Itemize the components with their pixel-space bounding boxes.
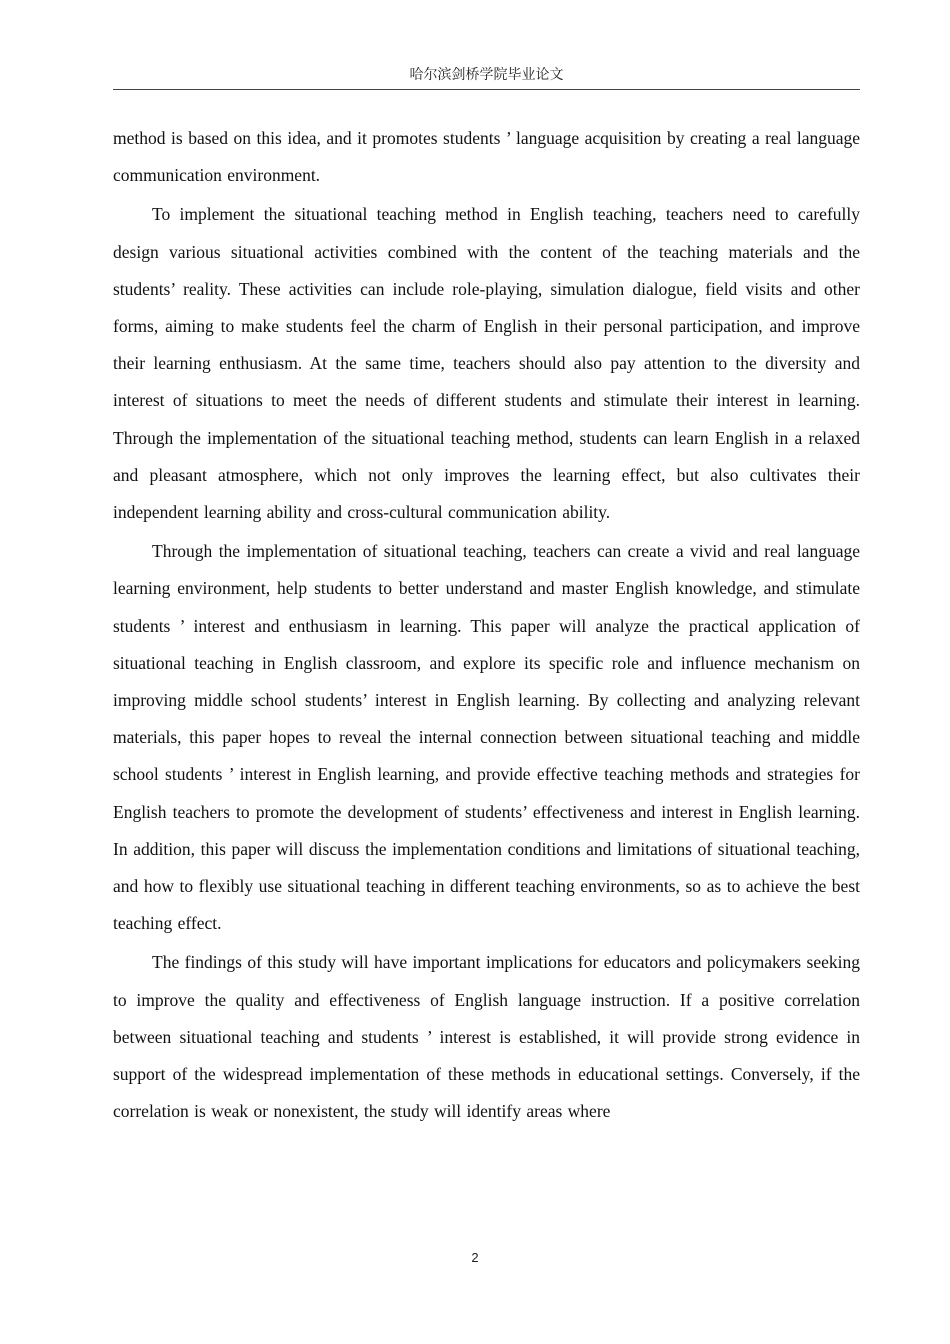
running-header: 哈尔滨剑桥学院毕业论文 [409, 68, 564, 83]
page-number: 2 [471, 1250, 479, 1265]
paragraph-implementation: To implement the situational teaching method in English teaching, teachers need to carefully design various situational activities combined with the content of the teaching materials and the students’ reality. These activities can include role-playing, simulation dialogue, field visits and other forms, aiming to make students feel the charm of English in their personal participation, and improve their learning enthusiasm. At the same time, teachers should also pay attention to the diversity and interest of situations to meet the needs of different students and stimulate their interest in learning. Through the implementation of the situational teaching method, students can learn English in a relaxed and pleasant atmosphere, which not only improves the learning effect, but also cultivates their independent learning ability and cross-cultural communication ability. [113, 204, 860, 523]
paragraph-continuation: method is based on this idea, and it promotes students ’ language acquisition by creating a real language communication environment. [113, 128, 860, 186]
paragraph-analysis: Through the implementation of situational teaching, teachers can create a vivid and real language learning environment, help students to better understand and master English knowledge, and stimulate students ’ interest and enthusiasm in learning. This paper will analyze the practical application of situational teaching in English classroom, and explore its specific role and influence mechanism on improving middle school students’ interest in English learning. By collecting and analyzing relevant materials, this paper hopes to reveal the internal connection between situational teaching and middle school students ’ interest in English learning, and provide effective teaching methods and strategies for English teachers to promote the development of students’ effectiveness and interest in English learning. In addition, this paper will discuss the implementation conditions and limitations of situational teaching, and how to flexibly use situational teaching in different teaching environments, so as to achieve the best teaching effect. [113, 541, 860, 934]
body-text [113, 120, 860, 1130]
paragraph-findings: The findings of this study will have important implications for educators and policymakers seeking to improve the quality and effectiveness of English language instruction. If a positive correlation between situational teaching and students ’ interest is established, it will provide strong evidence in support of the widespread implementation of these methods in educational settings. Conversely, if the correlation is weak or nonexistent, the study will identify areas where [113, 952, 860, 1122]
header-rule [113, 89, 860, 90]
